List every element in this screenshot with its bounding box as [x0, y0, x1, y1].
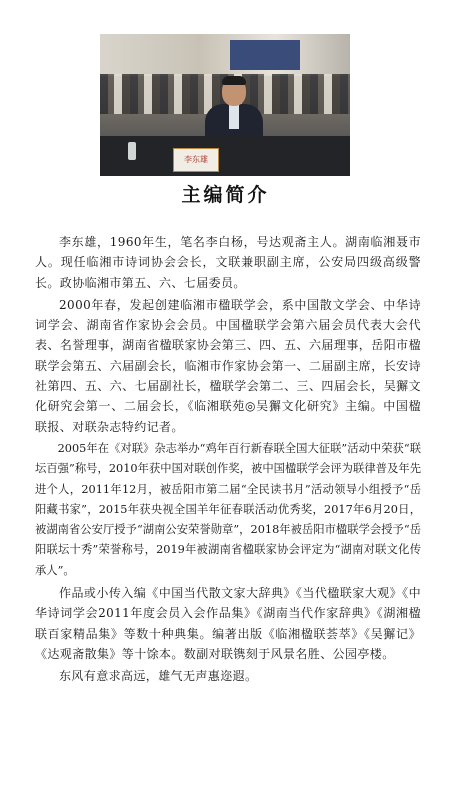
page-title: 主编简介	[181, 184, 270, 206]
photo-screen	[230, 40, 300, 70]
bio-paragraph: 2005年在《对联》杂志举办“鸡年百行新春联全国大征联”活动中荣获“联坛百强”称号，2010年获中国对联创作奖，被中国楹联学会评为联律普及年先进个人，2011年12月，被岳阳市第二届“全民读书月”活动领导小组授予“岳阳藏书家”，2015年获央视全国羊年征春联活动优秀奖，2017年6月20日，被湖南省公安厅授予“湖南公安荣誉勋章”，2018年被岳阳市楹联学会授予“岳阳联坛十秀”荣誉称号，2019年被湖南省楹联家协会评定为“湖南对联文化传承人”。	[35, 441, 421, 577]
photo-background	[100, 34, 350, 76]
person-shirt	[229, 105, 239, 129]
photo-cup	[128, 142, 136, 160]
bio-text	[35, 232, 421, 689]
bio-paragraph: 作品或小传入编《中国当代散文家大辞典》《当代楹联家大观》《中华诗词学会2011年度会员入会作品集》《湖南当代作家辞典》《湖湘楹联百家精品集》等数十种典集。编著出版《临湘楹联荟萃》《吴獬记》《达观斋散集》等十馀本。数副对联镌刻于风景名胜、公园亭楼。	[35, 586, 421, 661]
bio-paragraph: 东风有意求高远，雄气无声惠迩遐。	[59, 669, 258, 684]
photo-table	[100, 136, 350, 176]
bio-paragraph: 李东雄，1960年生，笔名李白杨，号达观斋主人。湖南临湘聂市人。现任临湘市诗词协会会长，文联兼职副主席，公安局四级高级警长。政协临湘市第五、六、七届委员。	[35, 235, 421, 290]
nameplate: 李东雄	[173, 148, 219, 172]
author-photo	[100, 34, 350, 176]
person-hair	[222, 76, 246, 85]
bio-paragraph: 2000年春，发起创建临湘市楹联学会，系中国散文学会、中华诗词学会、湖南省作家协会会员。中国楹联学会第六届会员代表大会代表、名誉理事，湖南省楹联家协会第三、四、五、六届理事，岳阳市楹联学会第五、六届副会长，临湘市作家协会第一、二届副主席，长安诗社第四、五、六、七届副社长，楹联学会第二、三、四届会长，吴獬文化研究会第一、二届会长，《临湘联苑◎吴獬文化研究》主编。中国楹联报、对联杂志特约记者。	[35, 297, 421, 434]
